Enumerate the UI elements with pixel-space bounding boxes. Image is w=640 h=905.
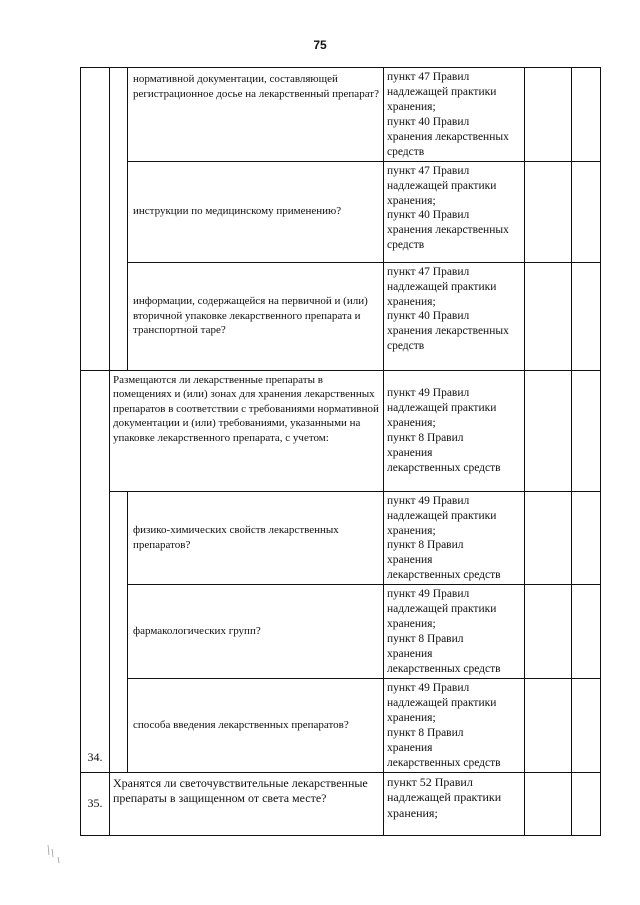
answer-cell[interactable] [525, 68, 572, 162]
reference-cell: пункт 49 Правил надлежащей практики хранения; пункт 8 Правил хранения лекарственных средств [384, 491, 525, 585]
item-number: 34. [81, 370, 110, 772]
question-cell: Хранятся ли светочувствительные лекарственные препараты в защищенном от света месте? [110, 772, 384, 835]
table-row [81, 678, 601, 772]
table-row [81, 262, 601, 370]
answer-cell[interactable] [525, 161, 572, 262]
item-number: 35. [81, 772, 110, 835]
reference-cell: пункт 47 Правил надлежащей практики хранения; пункт 40 Правил хранения лекарственных средств [384, 68, 525, 162]
reference-cell: пункт 47 Правил надлежащей практики хранения; пункт 40 Правил хранения лекарственных средств [384, 161, 525, 262]
question-cell: Размещаются ли лекарственные препараты в помещениях и (или) зонах для хранения лекарственных препаратов в соответствии с требованиями нормативной документации и (или) требованиями, указанными на упаковке лекарственного препарата, с учетом: [110, 370, 384, 491]
table-row [81, 68, 601, 162]
note-cell[interactable] [572, 68, 601, 162]
question-cell: фармакологических групп? [128, 585, 384, 679]
answer-cell[interactable] [525, 370, 572, 491]
table-row [81, 161, 601, 262]
note-cell[interactable] [572, 772, 601, 835]
indent-cell [110, 68, 128, 371]
answer-cell[interactable] [525, 491, 572, 585]
scan-artifact-icon [40, 843, 70, 868]
question-cell: нормативной документации, составляющей регистрационное досье на лекарственный препарат? [128, 68, 384, 162]
reference-cell: пункт 52 Правил надлежащей практики хранения; [384, 772, 525, 835]
number-cell [81, 68, 110, 371]
note-cell[interactable] [572, 491, 601, 585]
reference-cell: пункт 47 Правил надлежащей практики хранения; пункт 40 Правил хранения лекарственных средств [384, 262, 525, 370]
reference-cell: пункт 49 Правил надлежащей практики хранения; пункт 8 Правил хранения лекарственных средств [384, 370, 525, 491]
reference-cell: пункт 49 Правил надлежащей практики хранения; пункт 8 Правил хранения лекарственных средств [384, 585, 525, 679]
note-cell[interactable] [572, 585, 601, 679]
note-cell[interactable] [572, 370, 601, 491]
question-cell: способа введения лекарственных препаратов? [128, 678, 384, 772]
table-row [81, 370, 601, 491]
indent-cell [110, 491, 128, 772]
reference-cell: пункт 49 Правил надлежащей практики хранения; пункт 8 Правил хранения лекарственных средств [384, 678, 525, 772]
checklist-table [80, 67, 601, 836]
note-cell[interactable] [572, 161, 601, 262]
question-cell: информации, содержащейся на первичной и (или) вторичной упаковке лекарственного препарата и транспортной таре? [128, 262, 384, 370]
note-cell[interactable] [572, 262, 601, 370]
answer-cell[interactable] [525, 262, 572, 370]
table-row [81, 491, 601, 585]
note-cell[interactable] [572, 678, 601, 772]
table-row [81, 585, 601, 679]
answer-cell[interactable] [525, 678, 572, 772]
table-row [81, 772, 601, 835]
answer-cell[interactable] [525, 585, 572, 679]
question-cell: физико-химических свойств лекарственных препаратов? [128, 491, 384, 585]
answer-cell[interactable] [525, 772, 572, 835]
question-cell: инструкции по медицинскому применению? [128, 161, 384, 262]
page-number: 75 [313, 38, 327, 52]
